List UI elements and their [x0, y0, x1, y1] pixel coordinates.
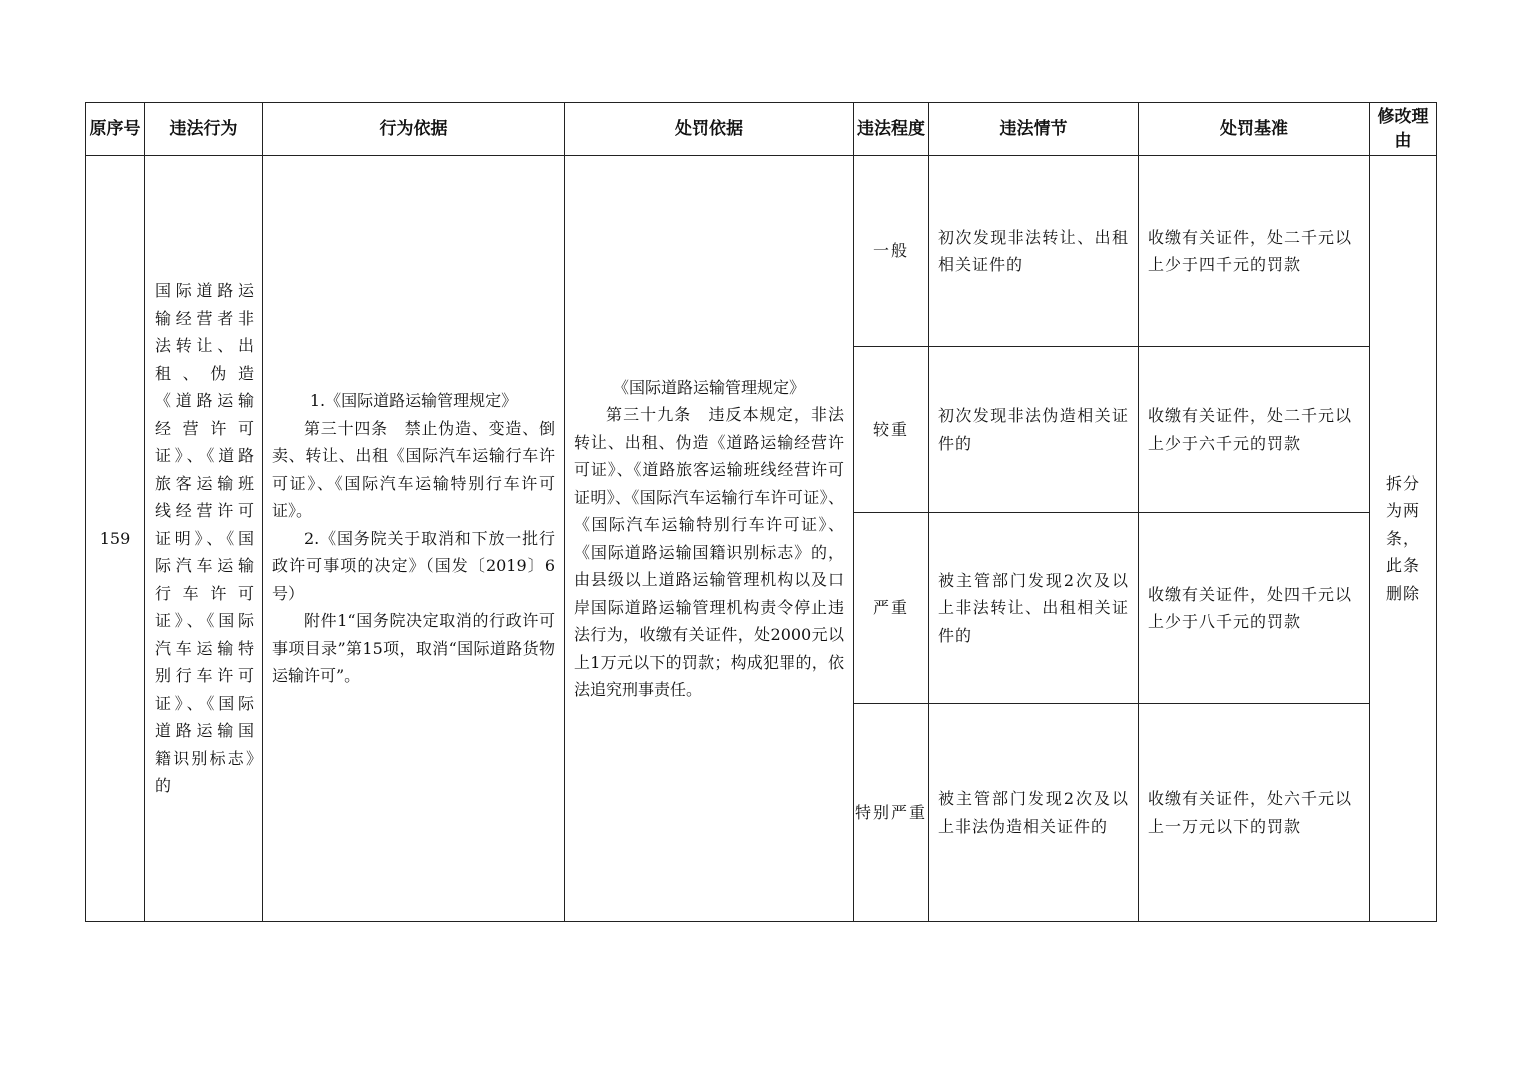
degree-cell: 特别严重: [854, 704, 929, 922]
standard-cell: 收缴有关证件，处二千元以上少于六千元的罚款: [1139, 347, 1370, 513]
violation-cell: 国际道路运输经营者非法转让、出租、伪造《道路运输经营许可证》、《道路旅客运输班线经营许可证明》、《国际汽车运输行车许可证》、《国际汽车运输特别行车许可证》、《国际道路运输国籍识别标志》的: [145, 156, 263, 922]
header-circumstance: 违法情节: [929, 103, 1139, 156]
header-reason: 修改理由: [1370, 103, 1437, 156]
standard-cell: 收缴有关证件，处二千元以上少于四千元的罚款: [1139, 156, 1370, 347]
penalty-standard-table: [85, 102, 1437, 922]
circumstance-cell: 被主管部门发现2次及以上非法伪造相关证件的: [929, 704, 1139, 922]
header-seq: 原序号: [86, 103, 145, 156]
act-basis-title: 1.《国际道路运输管理规定》: [309, 391, 518, 411]
degree-cell: 一般: [854, 156, 929, 347]
act-basis-article: 第三十四条 禁止伪造、变造、倒卖、转让、出租《国际汽车运输行车许可证》、《国际汽车运输特别行车许可证》。: [272, 418, 555, 521]
penalty-basis-title: 《国际道路运输管理规定》: [612, 377, 805, 397]
act-basis-cell: [263, 156, 565, 922]
penalty-basis-article: 第三十九条 违反本规定，非法转让、出租、伪造《道路运输经营许可证》、《道路旅客运输班线经营许可证明》、《国际汽车运输行车许可证》、《国际汽车运输特别行车许可证》、《国际道路运输国籍识别标志》的，由县级以上道路运输管理机构以及口岸国际道路运输管理机构责令停止违法行为，收缴有关证件，处2000元以上1万元以下的罚款；构成犯罪的，依法追究刑事责任。: [574, 405, 844, 699]
standard-cell: 收缴有关证件，处四千元以上少于八千元的罚款: [1139, 513, 1370, 704]
degree-cell: 严重: [854, 513, 929, 704]
circumstance-cell: 初次发现非法伪造相关证件的: [929, 347, 1139, 513]
act-basis-decision: 2.《国务院关于取消和下放一批行政许可事项的决定》（国发〔2019〕6号）: [272, 528, 555, 603]
penalty-basis-cell: [565, 156, 854, 922]
degree-cell: 较重: [854, 347, 929, 513]
act-basis-annex: 附件1“国务院决定取消的行政许可事项目录”第15项，取消“国际道路货物运输许可”。: [272, 611, 555, 686]
header-act-basis: 行为依据: [263, 103, 565, 156]
header-penalty-basis: 处罚依据: [565, 103, 854, 156]
circumstance-cell: 被主管部门发现2次及以上非法转让、出租相关证件的: [929, 513, 1139, 704]
seq-cell: 159: [86, 156, 145, 922]
standard-cell: 收缴有关证件，处六千元以上一万元以下的罚款: [1139, 704, 1370, 922]
reason-cell: 拆分为两条，此条删除: [1370, 156, 1437, 922]
header-standard: 处罚基准: [1139, 103, 1370, 156]
table-header-row: [86, 103, 1437, 156]
header-violation: 违法行为: [145, 103, 263, 156]
circumstance-cell: 初次发现非法转让、出租相关证件的: [929, 156, 1139, 347]
table-row: [86, 156, 1437, 347]
header-degree: 违法程度: [854, 103, 929, 156]
